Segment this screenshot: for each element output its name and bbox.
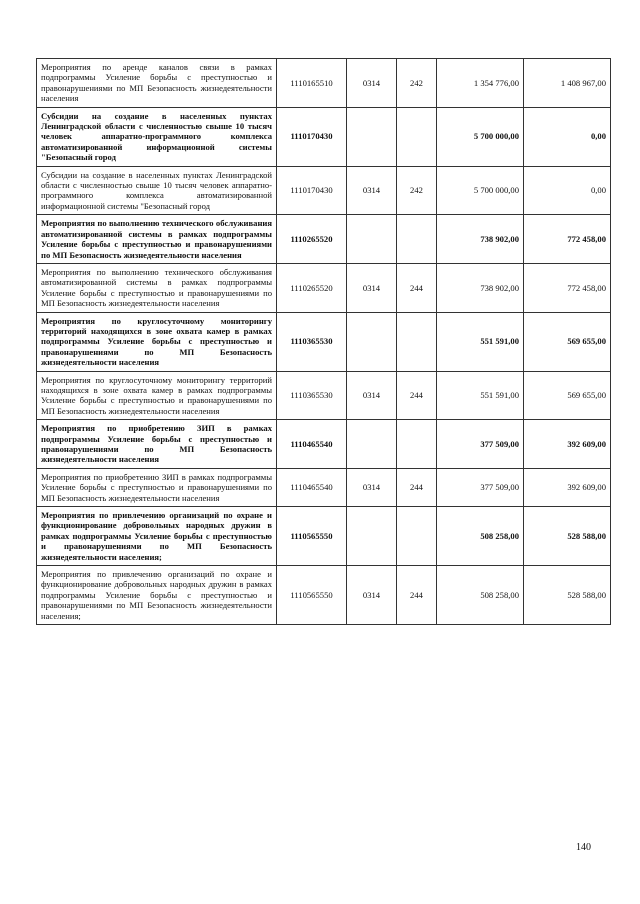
expense-type: 244 xyxy=(397,468,437,506)
amount-year-1: 551 591,00 xyxy=(437,371,524,420)
amount-year-2: 1 408 967,00 xyxy=(524,59,611,108)
target-code: 1110165510 xyxy=(277,59,347,108)
amount-year-1: 377 509,00 xyxy=(437,468,524,506)
section-code: 0314 xyxy=(347,59,397,108)
amount-year-1: 508 258,00 xyxy=(437,507,524,566)
table-row xyxy=(37,468,611,506)
section-code xyxy=(347,420,397,469)
table-row xyxy=(37,59,611,108)
row-description: Мероприятия по аренде каналов связи в рамках подпрограммы Усиление борьбы с преступностью и правонарушениями по МП Безопасность жизнедеятельности населения xyxy=(37,59,277,108)
target-code: 1110565550 xyxy=(277,507,347,566)
target-code: 1110365530 xyxy=(277,312,347,371)
section-code: 0314 xyxy=(347,566,397,625)
expense-type xyxy=(397,420,437,469)
amount-year-2: 772 458,00 xyxy=(524,263,611,312)
target-code: 1110170430 xyxy=(277,107,347,166)
table-row xyxy=(37,507,611,566)
target-code: 1110365530 xyxy=(277,371,347,420)
table-row xyxy=(37,166,611,215)
target-code: 1110265520 xyxy=(277,215,347,264)
amount-year-1: 1 354 776,00 xyxy=(437,59,524,108)
amount-year-1: 551 591,00 xyxy=(437,312,524,371)
row-description: Мероприятия по привлечению организаций по охране и функционирование добровольных народных дружин в рамках подпрограммы Усиление борьбы с преступностью и правонарушениями по МП Безопасность жизнедеятельности населения; xyxy=(37,566,277,625)
target-code: 1110170430 xyxy=(277,166,347,215)
expense-type: 242 xyxy=(397,59,437,108)
target-code: 1110465540 xyxy=(277,420,347,469)
section-code xyxy=(347,507,397,566)
expense-type: 244 xyxy=(397,263,437,312)
amount-year-2: 0,00 xyxy=(524,166,611,215)
expense-type xyxy=(397,312,437,371)
amount-year-1: 5 700 000,00 xyxy=(437,166,524,215)
expense-type: 242 xyxy=(397,166,437,215)
section-code xyxy=(347,215,397,264)
expense-type: 244 xyxy=(397,566,437,625)
page-number: 140 xyxy=(576,842,591,853)
amount-year-1: 377 509,00 xyxy=(437,420,524,469)
section-code: 0314 xyxy=(347,166,397,215)
expense-type xyxy=(397,507,437,566)
row-description: Мероприятия по круглосуточному мониторингу территорий находящихся в зоне охвата камер в рамках подпрограммы Усиление борьбы с преступностью и правонарушениями по МП Безопасность жизнедеятельности населения xyxy=(37,312,277,371)
amount-year-2: 392 609,00 xyxy=(524,468,611,506)
section-code: 0314 xyxy=(347,371,397,420)
row-description: Субсидии на создание в населенных пунктах Ленинградской области с численностью свыше 10 тысяч человек аппаратно-программного комплекса автоматизированной информационной системы "Безопасный город xyxy=(37,107,277,166)
amount-year-1: 738 902,00 xyxy=(437,263,524,312)
amount-year-2: 772 458,00 xyxy=(524,215,611,264)
amount-year-2: 528 588,00 xyxy=(524,566,611,625)
row-description: Мероприятия по выполнению технического обслуживания автоматизированной системы в рамках подпрограммы Усиление борьбы с преступностью и правонарушениями по МП Безопасность жизнедеятельности населения xyxy=(37,263,277,312)
section-code xyxy=(347,107,397,166)
amount-year-2: 0,00 xyxy=(524,107,611,166)
section-code: 0314 xyxy=(347,263,397,312)
amount-year-1: 738 902,00 xyxy=(437,215,524,264)
amount-year-2: 569 655,00 xyxy=(524,312,611,371)
target-code: 1110565550 xyxy=(277,566,347,625)
row-description: Мероприятия по круглосуточному мониторингу территорий находящихся в зоне охвата камер в рамках подпрограммы Усиление борьбы с преступностью и правонарушениями по МП Безопасность жизнедеятельности населения xyxy=(37,371,277,420)
amount-year-2: 392 609,00 xyxy=(524,420,611,469)
amount-year-2: 528 588,00 xyxy=(524,507,611,566)
table-row xyxy=(37,371,611,420)
table-row xyxy=(37,420,611,469)
table-row xyxy=(37,312,611,371)
table-row xyxy=(37,107,611,166)
row-description: Субсидии на создание в населенных пунктах Ленинградской области с численностью свыше 10 тысяч человек аппаратно-программного комплекса автоматизированной информационной системы "Безопасный город xyxy=(37,166,277,215)
expense-type xyxy=(397,215,437,264)
target-code: 1110265520 xyxy=(277,263,347,312)
row-description: Мероприятия по приобретению ЗИП в рамках подпрограммы Усиление борьбы с преступностью и правонарушениями по МП Безопасность жизнедеятельности населения xyxy=(37,468,277,506)
expense-type xyxy=(397,107,437,166)
section-code: 0314 xyxy=(347,468,397,506)
table-row xyxy=(37,263,611,312)
amount-year-2: 569 655,00 xyxy=(524,371,611,420)
table-row xyxy=(37,215,611,264)
expense-type: 244 xyxy=(397,371,437,420)
row-description: Мероприятия по выполнению технического обслуживания автоматизированной системы в рамках подпрограммы Усиление борьбы с преступностью и правонарушениями по МП Безопасность жизнедеятельности населения xyxy=(37,215,277,264)
amount-year-1: 508 258,00 xyxy=(437,566,524,625)
row-description: Мероприятия по привлечению организаций по охране и функционирование добровольных народных дружин в рамках подпрограммы Усиление борьбы с преступностью и правонарушениями по МП Безопасность жизнедеятельности населения; xyxy=(37,507,277,566)
row-description: Мероприятия по приобретению ЗИП в рамках подпрограммы Усиление борьбы с преступностью и правонарушениями по МП Безопасность жизнедеятельности населения xyxy=(37,420,277,469)
amount-year-1: 5 700 000,00 xyxy=(437,107,524,166)
table-row xyxy=(37,566,611,625)
budget-table xyxy=(36,58,611,625)
section-code xyxy=(347,312,397,371)
target-code: 1110465540 xyxy=(277,468,347,506)
